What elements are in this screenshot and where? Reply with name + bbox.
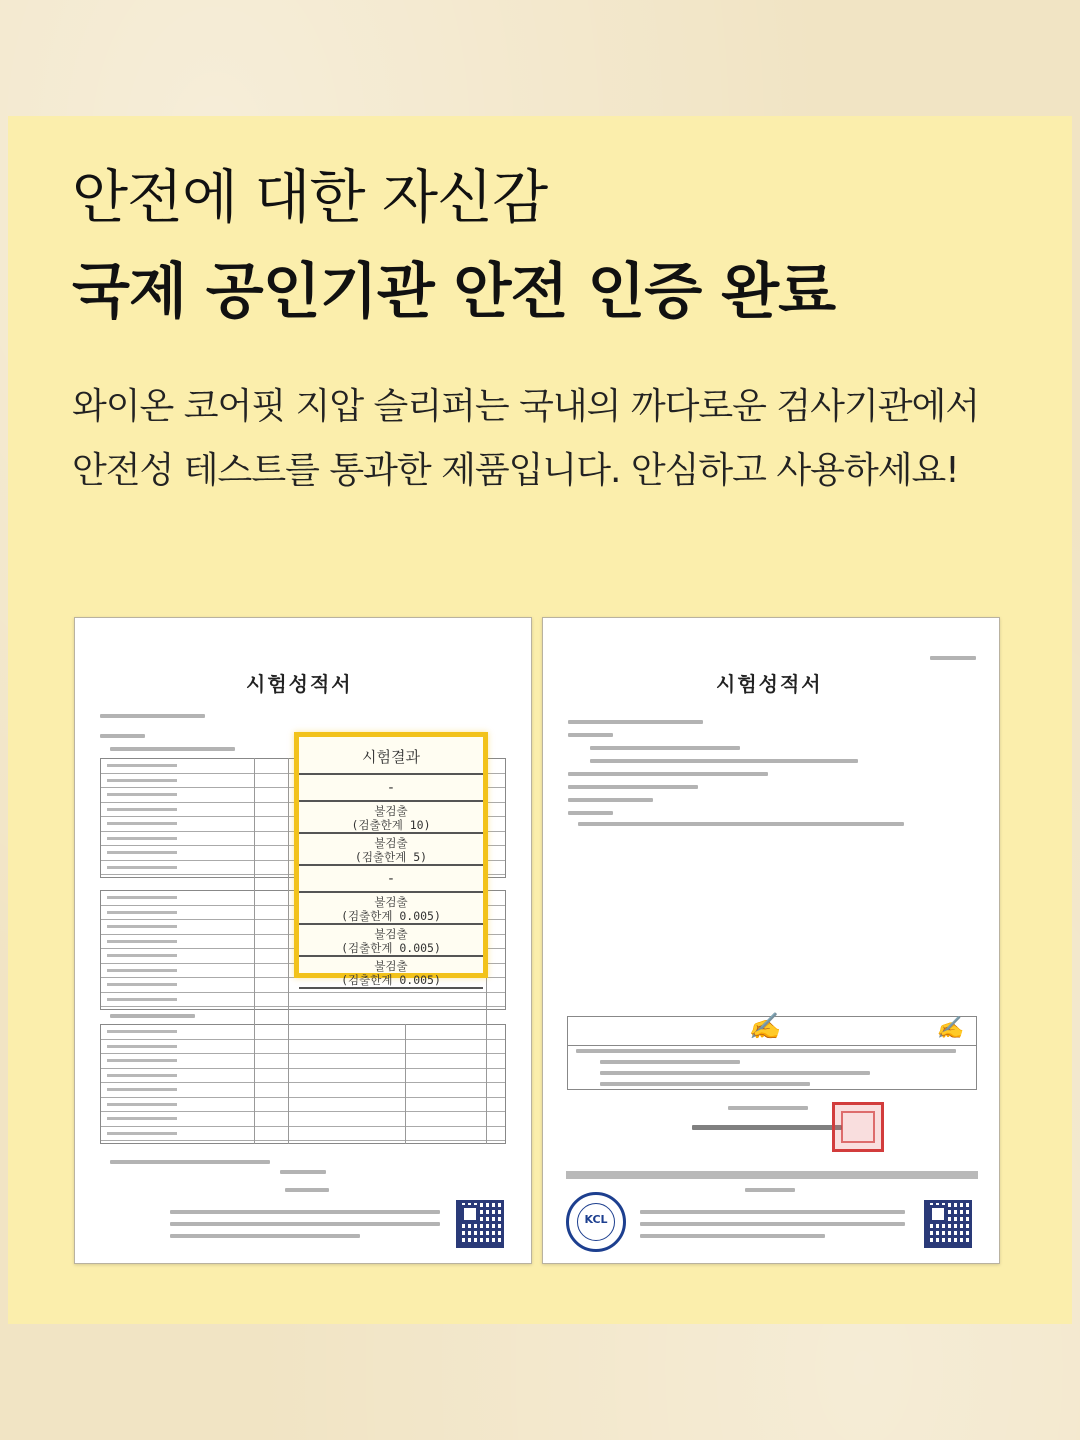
result-cell: 불검출 (검출한계 10) — [299, 802, 483, 834]
table-divider — [288, 758, 289, 1144]
report-meta-line — [568, 785, 698, 789]
description-line2: 안전성 테스트를 통과한 제품입니다. 안심하고 사용하세요! — [72, 450, 959, 491]
test-report-right — [542, 617, 1000, 1264]
official-stamp-icon — [832, 1102, 884, 1152]
qr-code-icon — [456, 1200, 504, 1248]
result-cell: - — [299, 775, 483, 802]
kcl-seal-icon: KCL — [566, 1192, 626, 1252]
report-meta-line — [578, 822, 904, 826]
description-line1: 와이온 코어핏 지압 슬리퍼는 국내의 까다로운 검사기관에서 — [72, 386, 980, 427]
issuing-organization — [692, 1125, 842, 1130]
headline-line1: 안전에 대한 자신감 — [72, 163, 548, 231]
left-report-title: 시험성적서 — [246, 672, 353, 696]
signature-mark: ✍ — [936, 1016, 964, 1041]
test-result-highlight — [294, 732, 488, 987]
result-cell: 불검출 (검출한계 0.005) — [299, 925, 483, 957]
signature-note — [576, 1049, 956, 1053]
report-footnote — [640, 1210, 905, 1214]
signature-note — [600, 1082, 810, 1086]
result-cell: 불검출 (검출한계 5) — [299, 834, 483, 866]
qr-code-icon — [924, 1200, 972, 1248]
report-meta-line — [568, 811, 613, 815]
report-meta-line — [568, 772, 768, 776]
report-meta-line — [930, 656, 976, 660]
report-meta-line — [285, 1188, 329, 1192]
result-cell: 불검출 (검출한계 0.005) — [299, 893, 483, 925]
result-cell: 불검출 (검출한계 0.005) — [299, 957, 483, 989]
report-footnote — [640, 1222, 905, 1226]
signature-note — [600, 1060, 740, 1064]
table-divider — [405, 1024, 406, 1144]
report-footnote — [170, 1222, 440, 1226]
result-cell: - — [299, 866, 483, 893]
report-end-mark — [280, 1170, 326, 1174]
report-meta-line — [568, 720, 703, 724]
signature-note — [600, 1071, 870, 1075]
report-meta-line — [568, 733, 613, 737]
headline-line2: 국제 공인기관 안전 인증 완료 — [72, 257, 836, 327]
report-meta-line — [590, 759, 858, 763]
report-meta-line — [590, 746, 740, 750]
report-note-line — [110, 1160, 270, 1164]
report-footer-bar — [566, 1171, 978, 1179]
report-footnote — [170, 1234, 360, 1238]
issue-date — [728, 1106, 808, 1110]
highlight-header: 시험결과 — [299, 737, 483, 775]
report-meta-line — [568, 798, 653, 802]
report-meta-line — [110, 747, 235, 751]
report-footnote — [170, 1210, 440, 1214]
report-footnote — [640, 1234, 825, 1238]
signature-mark: ✍ — [748, 1012, 781, 1042]
report-meta-line — [100, 734, 145, 738]
result-table-3 — [100, 1024, 506, 1144]
report-meta-line — [745, 1188, 795, 1192]
table-divider — [254, 758, 255, 1144]
report-meta-line — [110, 1014, 195, 1018]
report-meta-line — [100, 714, 205, 718]
right-report-title: 시험성적서 — [716, 672, 823, 696]
